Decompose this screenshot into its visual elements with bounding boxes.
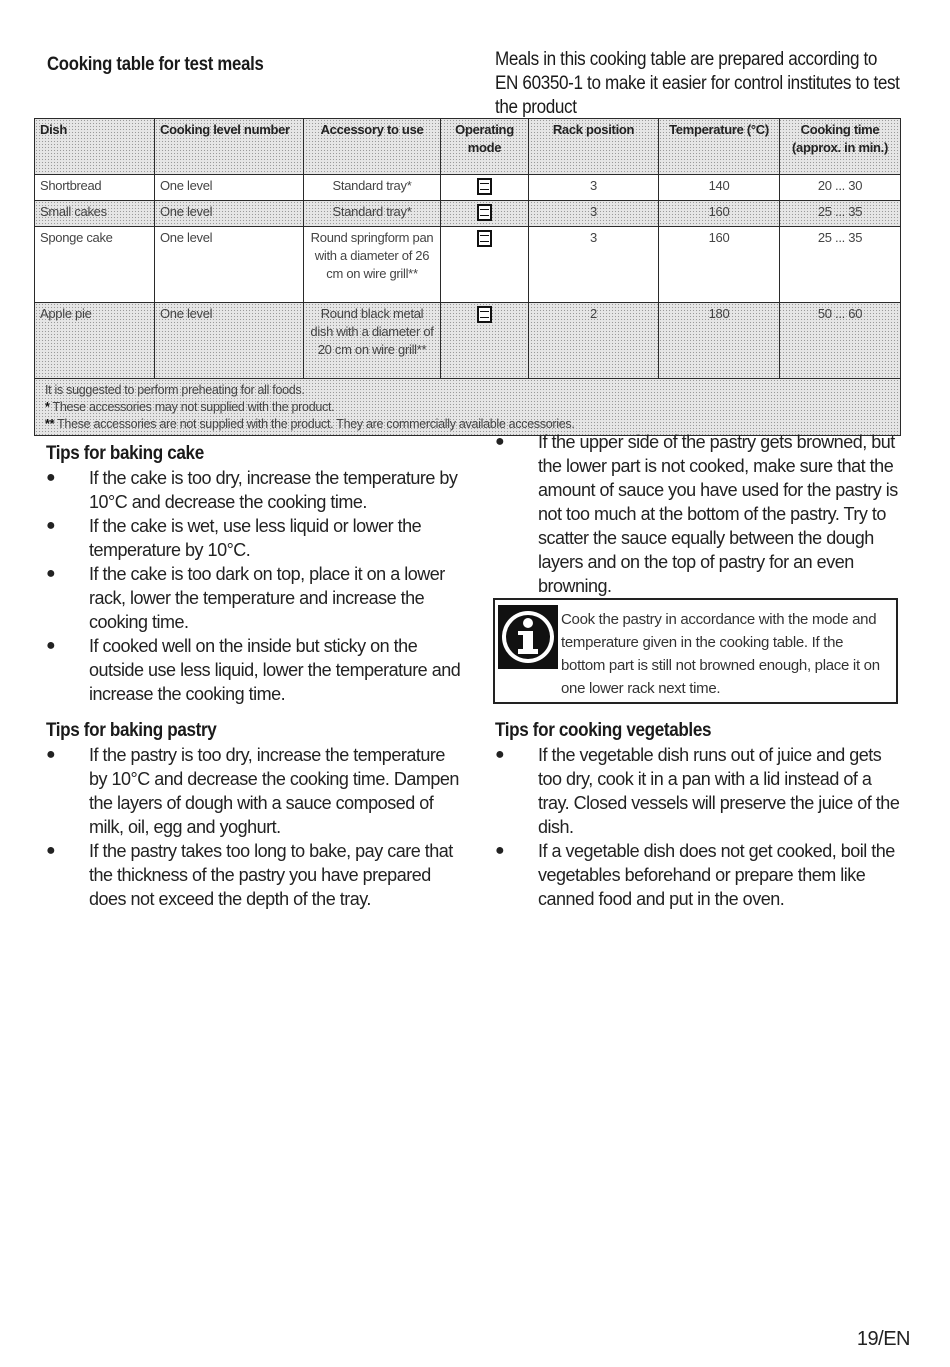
footnote-1 — [45, 399, 890, 416]
bottom-top-heating-icon — [477, 204, 492, 221]
tips-vegetables-list — [495, 743, 905, 911]
cell-mode — [441, 227, 529, 303]
cell-dish: Shortbread — [35, 175, 155, 201]
table-row — [35, 201, 901, 227]
cell-mode — [441, 303, 529, 379]
cell-time: 25 ... 35 — [780, 227, 901, 303]
footnote-marker: * — [45, 400, 50, 414]
bullet-icon: ● — [495, 433, 505, 450]
list-item-text: If the upper side of the pastry gets browned, but the lower part is not cooked, make sure that the amount of sauce you have used for the pastry is not too much at the bottom of the pastry. Try to scatter the sauce equally between the dough layers and on the top of pastry for an even browning. — [538, 432, 898, 596]
col-header-cooking-time: Cooking time (approx. in min.) — [780, 119, 901, 175]
cell-temperature: 140 — [659, 175, 780, 201]
cell-accessory: Round springform pan with a diameter of 26 cm on wire grill** — [304, 227, 441, 303]
page-number: 19/EN — [856, 1328, 910, 1350]
info-note-box — [493, 598, 898, 704]
cell-temperature: 160 — [659, 227, 780, 303]
list-item — [46, 562, 466, 634]
col-header-operating-mode: Operating mode — [441, 119, 529, 175]
footnote-text: These accessories are not supplied with the product. They are commercially available accessories. — [54, 417, 575, 431]
tips-cake-list — [46, 466, 466, 706]
list-item — [495, 743, 905, 839]
table-header-row — [35, 119, 901, 175]
cell-rack: 3 — [529, 227, 659, 303]
bullet-icon: ● — [495, 842, 505, 859]
preheat-note: It is suggested to perform preheating for all foods. — [45, 383, 305, 397]
table-row — [35, 175, 901, 201]
table-row — [35, 303, 901, 379]
cell-temperature: 160 — [659, 201, 780, 227]
cell-dish: Small cakes — [35, 201, 155, 227]
list-item-text: If the pastry takes too long to bake, pay care that the thickness of the pastry you have prepared does not exceed the depth of the tray. — [89, 841, 453, 909]
cell-rack: 3 — [529, 201, 659, 227]
cell-accessory: Round black metal dish with a diameter of 20 cm on wire grill** — [304, 303, 441, 379]
list-item — [46, 514, 466, 562]
cell-dish: Sponge cake — [35, 227, 155, 303]
list-item-text: If the vegetable dish runs out of juice and gets too dry, cook it in a pan with a lid instead of a tray. Closed vessels will preserve the juice of the dish. — [538, 745, 900, 837]
cell-accessory: Standard tray* — [304, 201, 441, 227]
list-item — [46, 634, 466, 706]
list-item-text: If the pastry is too dry, increase the temperature by 10°C and decrease the cooking time. Dampen the layers of dough with a sauce composed of milk, oil, egg and yoghurt. — [89, 745, 459, 837]
table-row — [35, 227, 901, 303]
tips-pastry-list — [46, 743, 466, 911]
cell-temperature: 180 — [659, 303, 780, 379]
list-item — [495, 430, 905, 598]
bottom-top-heating-icon — [477, 178, 492, 195]
bullet-icon: ● — [495, 746, 505, 763]
cell-mode — [441, 201, 529, 227]
bullet-icon: ● — [46, 517, 56, 534]
cell-level: One level — [155, 175, 304, 201]
page-title: Cooking table for test meals — [47, 54, 264, 75]
cell-rack: 3 — [529, 175, 659, 201]
cell-level: One level — [155, 227, 304, 303]
list-item-text: If the cake is too dry, increase the temperature by 10°C and decrease the cooking time. — [89, 468, 458, 512]
col-header-cooking-level: Cooking level number — [155, 119, 304, 175]
cell-level: One level — [155, 201, 304, 227]
col-header-temperature: Temperature (°C) — [659, 119, 780, 175]
list-item — [46, 466, 466, 514]
list-item-text: If the cake is wet, use less liquid or lower the temperature by 10°C. — [89, 516, 422, 560]
cell-accessory: Standard tray* — [304, 175, 441, 201]
cooking-table — [34, 118, 901, 436]
cell-time: 50 ... 60 — [780, 303, 901, 379]
list-item — [46, 743, 466, 839]
tips-pastry-title: Tips for baking pastry — [46, 720, 217, 741]
footnote-marker: ** — [45, 417, 55, 431]
cell-time: 20 ... 30 — [780, 175, 901, 201]
table-notes-row — [35, 379, 901, 436]
col-header-accessory: Accessory to use — [304, 119, 441, 175]
bullet-icon: ● — [46, 842, 56, 859]
bottom-top-heating-icon — [477, 230, 492, 247]
list-item-text: If the cake is too dark on top, place it on a lower rack, lower the temperature and increase the cooking time. — [89, 564, 445, 632]
cell-level: One level — [155, 303, 304, 379]
col-header-rack-position: Rack position — [529, 119, 659, 175]
list-item — [46, 839, 466, 911]
cell-time: 25 ... 35 — [780, 201, 901, 227]
table-intro: Meals in this cooking table are prepared according to EN 60350-1 to make it easier for control institutes to test the product — [495, 49, 900, 118]
cell-mode — [441, 175, 529, 201]
bottom-top-heating-icon — [477, 306, 492, 323]
tips-cake-title: Tips for baking cake — [46, 443, 204, 464]
info-icon — [498, 605, 558, 669]
bullet-icon: ● — [46, 469, 56, 486]
list-item-text: If a vegetable dish does not get cooked, boil the vegetables beforehand or prepare them like canned food and put in the oven. — [538, 841, 895, 909]
list-item — [495, 839, 905, 911]
tips-vegetables-title: Tips for cooking vegetables — [495, 720, 712, 741]
table-notes — [35, 379, 901, 436]
list-item-text: If cooked well on the inside but sticky on the outside use less liquid, lower the temperature and increase the cooking time. — [89, 636, 461, 704]
cell-dish: Apple pie — [35, 303, 155, 379]
info-note-text: Cook the pastry in accordance with the mode and temperature given in the cooking table. If the bottom part is still not browned enough, place it on one lower rack next time. — [561, 611, 880, 697]
bullet-icon: ● — [46, 637, 56, 654]
cell-rack: 2 — [529, 303, 659, 379]
bullet-icon: ● — [46, 565, 56, 582]
bullet-icon: ● — [46, 746, 56, 763]
tips-pastry-continued-list — [495, 430, 905, 598]
footnote-text: These accessories may not supplied with the product. — [49, 400, 335, 414]
col-header-dish: Dish — [35, 119, 155, 175]
